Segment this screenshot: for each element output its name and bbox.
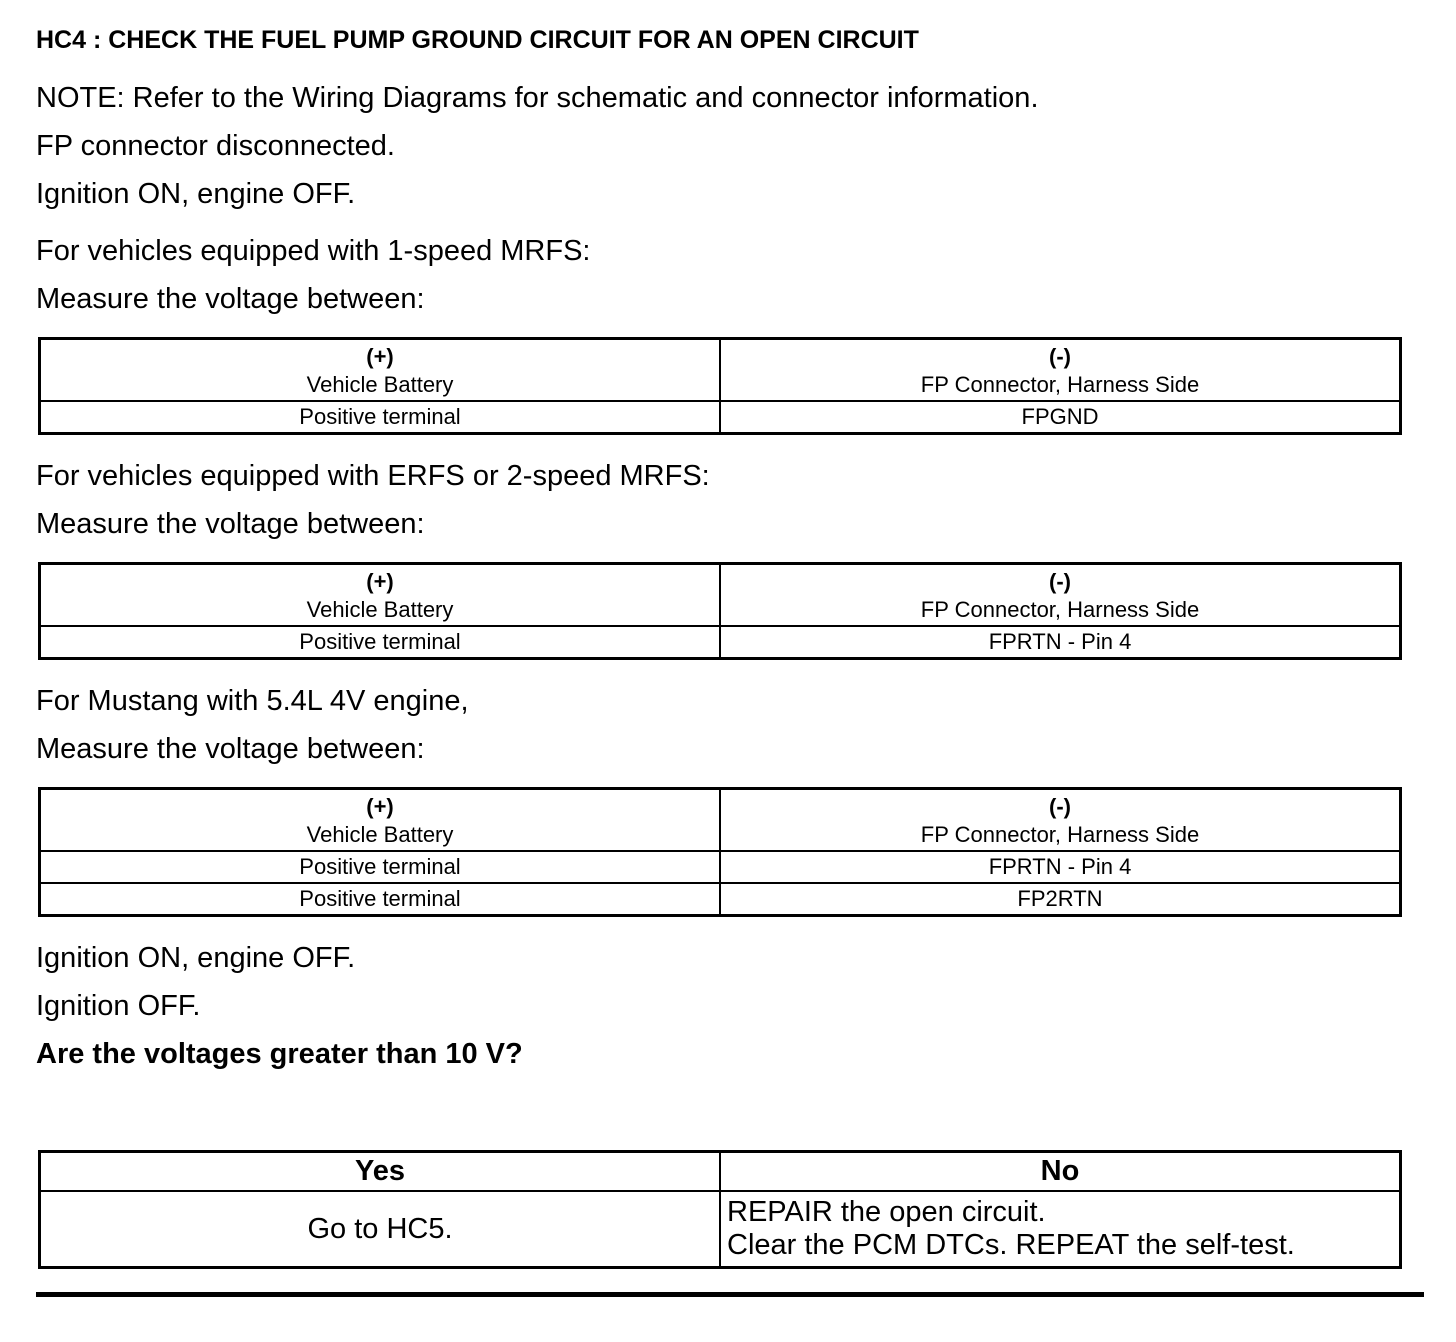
instruction-line: Ignition OFF. [36, 990, 201, 1022]
positive-header-cell [40, 339, 721, 402]
footer-divider [36, 1292, 1424, 1297]
table-row [40, 851, 1401, 883]
positive-header-cell [40, 789, 721, 852]
negative-label: FP Connector, Harness Side [920, 372, 1200, 397]
measure-line: Measure the voltage between: [36, 283, 425, 315]
positive-sign: (+) [366, 794, 394, 819]
table-header-row [40, 789, 1401, 852]
note-line: NOTE: Refer to the Wiring Diagrams for schematic and connector information. [36, 82, 1039, 114]
decision-header-row [40, 1152, 1401, 1192]
positive-terminal-cell: Positive terminal [40, 851, 721, 883]
measurement-table-erfs-2speed-mrfs [38, 562, 1402, 660]
decision-question: Are the voltages greater than 10 V? [36, 1038, 523, 1070]
instruction-line: Ignition ON, engine OFF. [36, 942, 356, 974]
negative-sign: (-) [1049, 344, 1071, 369]
negative-label: FP Connector, Harness Side [920, 597, 1200, 622]
positive-header-cell [40, 564, 721, 627]
yes-header-cell: Yes [40, 1152, 721, 1192]
measurement-table-1speed-mrfs [38, 337, 1402, 435]
negative-pin-cell: FPGND [720, 401, 1401, 434]
table-header-row [40, 339, 1401, 402]
section-heading: For vehicles equipped with ERFS or 2-speed MRFS: [36, 460, 710, 492]
positive-label: Vehicle Battery [306, 597, 454, 622]
measure-line: Measure the voltage between: [36, 733, 425, 765]
page-title: HC4 : CHECK THE FUEL PUMP GROUND CIRCUIT FOR AN OPEN CIRCUIT [36, 26, 919, 54]
positive-label: Vehicle Battery [306, 372, 454, 397]
section-heading: For Mustang with 5.4L 4V engine, [36, 685, 469, 717]
negative-sign: (-) [1049, 569, 1071, 594]
positive-label: Vehicle Battery [306, 822, 454, 847]
no-action-line: REPAIR the open circuit. [727, 1196, 1046, 1228]
instruction-line: Ignition ON, engine OFF. [36, 178, 356, 210]
no-header-cell: No [720, 1152, 1401, 1192]
negative-label: FP Connector, Harness Side [920, 822, 1200, 847]
negative-pin-cell: FP2RTN [720, 883, 1401, 916]
yes-action-cell: Go to HC5. [40, 1191, 721, 1268]
decision-table [38, 1150, 1402, 1269]
positive-sign: (+) [366, 344, 394, 369]
table-row [40, 626, 1401, 659]
measurement-table-mustang-54l [38, 787, 1402, 917]
negative-sign: (-) [1049, 794, 1071, 819]
instruction-line: FP connector disconnected. [36, 130, 395, 162]
table-row [40, 401, 1401, 434]
table-row [40, 883, 1401, 916]
decision-body-row [40, 1191, 1401, 1268]
positive-sign: (+) [366, 569, 394, 594]
table-header-row [40, 564, 1401, 627]
no-action-line: Clear the PCM DTCs. REPEAT the self-test. [727, 1229, 1295, 1261]
negative-header-cell [720, 789, 1401, 852]
negative-header-cell [720, 339, 1401, 402]
positive-terminal-cell: Positive terminal [40, 883, 721, 916]
measure-line: Measure the voltage between: [36, 508, 425, 540]
section-heading: For vehicles equipped with 1-speed MRFS: [36, 235, 591, 267]
positive-terminal-cell: Positive terminal [40, 401, 721, 434]
no-action-cell [720, 1191, 1401, 1268]
negative-pin-cell: FPRTN - Pin 4 [720, 851, 1401, 883]
negative-header-cell [720, 564, 1401, 627]
positive-terminal-cell: Positive terminal [40, 626, 721, 659]
negative-pin-cell: FPRTN - Pin 4 [720, 626, 1401, 659]
